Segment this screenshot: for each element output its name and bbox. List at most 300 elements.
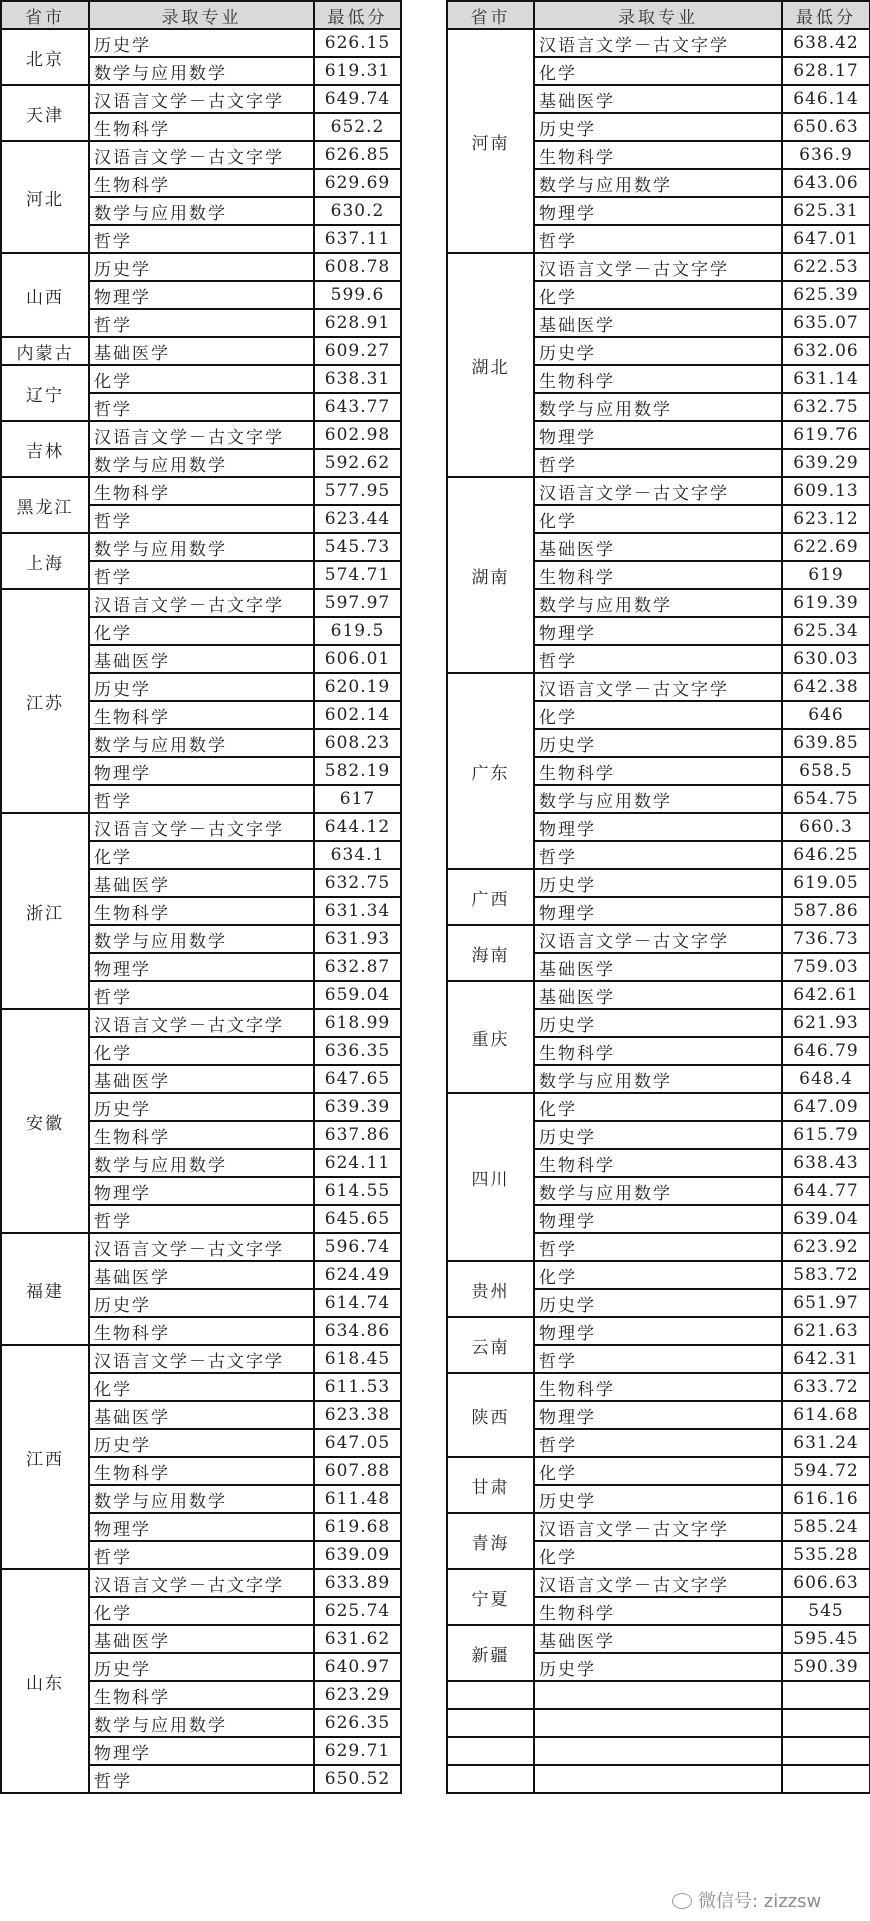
score-cell: 639.04 [782, 1205, 870, 1233]
major-cell: 历史学 [89, 1653, 314, 1681]
major-cell: 数学与应用数学 [89, 925, 314, 953]
score-cell: 607.88 [314, 1457, 401, 1485]
major-cell: 物理学 [89, 1513, 314, 1541]
score-cell: 660.3 [782, 813, 870, 841]
major-cell: 基础医学 [534, 1625, 782, 1653]
major-cell: 生物科学 [534, 561, 782, 589]
major-cell: 历史学 [534, 113, 782, 141]
major-cell: 哲学 [534, 449, 782, 477]
score-cell: 637.11 [314, 225, 401, 253]
major-cell: 基础医学 [89, 645, 314, 673]
score-cell: 608.78 [314, 253, 401, 281]
major-cell: 基础医学 [534, 981, 782, 1009]
table-row [1, 337, 401, 365]
score-cell: 608.23 [314, 729, 401, 757]
score-cell: 632.75 [314, 869, 401, 897]
major-cell: 历史学 [534, 1653, 782, 1681]
score-cell: 642.31 [782, 1345, 870, 1373]
major-cell: 物理学 [534, 1205, 782, 1233]
major-cell: 汉语言文学－古文字学 [89, 421, 314, 449]
major-cell: 基础医学 [89, 1401, 314, 1429]
score-cell: 626.85 [314, 141, 401, 169]
major-cell: 生物科学 [89, 169, 314, 197]
table-row [447, 1261, 870, 1289]
province-cell: 北京 [1, 29, 89, 85]
score-cell: 620.19 [314, 673, 401, 701]
province-cell: 云南 [447, 1317, 534, 1373]
score-cell: 577.95 [314, 477, 401, 505]
province-cell: 湖北 [447, 253, 534, 477]
score-cell: 650.63 [782, 113, 870, 141]
score-cell: 650.52 [314, 1765, 401, 1793]
score-cell: 651.97 [782, 1289, 870, 1317]
major-cell: 基础医学 [89, 337, 314, 365]
major-cell: 历史学 [89, 29, 314, 57]
score-cell: 611.48 [314, 1485, 401, 1513]
major-cell: 汉语言文学－古文字学 [89, 141, 314, 169]
major-cell: 化学 [89, 1037, 314, 1065]
score-cell: 623.29 [314, 1681, 401, 1709]
major-cell: 物理学 [89, 281, 314, 309]
major-cell: 历史学 [534, 729, 782, 757]
province-cell: 上海 [1, 533, 89, 589]
major-cell: 汉语言文学－古文字学 [534, 1569, 782, 1597]
province-cell: 贵州 [447, 1261, 534, 1317]
province-cell: 山东 [1, 1569, 89, 1793]
score-cell: 644.12 [314, 813, 401, 841]
province-cell: 海南 [447, 925, 534, 981]
major-cell: 历史学 [89, 673, 314, 701]
table-row [447, 981, 870, 1009]
major-cell: 哲学 [534, 1429, 782, 1457]
major-cell: 历史学 [534, 1121, 782, 1149]
province-cell: 河南 [447, 29, 534, 253]
table-row [1, 421, 401, 449]
table-row [1, 589, 401, 617]
score-cell: 648.4 [782, 1065, 870, 1093]
province-cell: 河北 [1, 141, 89, 253]
score-cell: 582.19 [314, 757, 401, 785]
major-cell: 化学 [89, 841, 314, 869]
table-row [447, 869, 870, 897]
major-cell: 化学 [89, 365, 314, 393]
empty-cell [447, 1737, 534, 1765]
province-cell: 四川 [447, 1093, 534, 1261]
admission-table-right [446, 0, 870, 1794]
major-cell: 汉语言文学－古文字学 [534, 925, 782, 953]
score-cell: 624.49 [314, 1261, 401, 1289]
table-row [447, 1093, 870, 1121]
major-cell: 生物科学 [534, 141, 782, 169]
major-cell: 数学与应用数学 [89, 533, 314, 561]
major-cell: 数学与应用数学 [534, 1065, 782, 1093]
major-cell: 生物科学 [534, 757, 782, 785]
province-cell: 甘肃 [447, 1457, 534, 1513]
major-cell: 哲学 [89, 561, 314, 589]
major-cell: 哲学 [89, 785, 314, 813]
major-cell: 基础医学 [89, 1261, 314, 1289]
score-cell: 621.93 [782, 1009, 870, 1037]
score-cell: 535.28 [782, 1541, 870, 1569]
major-cell: 哲学 [534, 645, 782, 673]
major-cell: 汉语言文学－古文字学 [89, 1233, 314, 1261]
header-province: 省市 [1, 1, 89, 29]
empty-row [447, 1737, 870, 1765]
major-cell: 物理学 [534, 1401, 782, 1429]
empty-row [447, 1681, 870, 1709]
major-cell: 数学与应用数学 [534, 589, 782, 617]
major-cell: 化学 [534, 1541, 782, 1569]
province-cell: 湖南 [447, 477, 534, 673]
score-cell: 609.27 [314, 337, 401, 365]
table-row [447, 1373, 870, 1401]
major-cell: 历史学 [534, 337, 782, 365]
score-cell: 574.71 [314, 561, 401, 589]
score-cell: 647.05 [314, 1429, 401, 1457]
score-cell: 615.79 [782, 1121, 870, 1149]
watermark [672, 1887, 821, 1913]
score-cell: 625.34 [782, 617, 870, 645]
major-cell: 汉语言文学－古文字学 [89, 85, 314, 113]
major-cell: 物理学 [534, 421, 782, 449]
score-cell: 639.85 [782, 729, 870, 757]
score-cell: 644.77 [782, 1177, 870, 1205]
table-row [1, 533, 401, 561]
score-cell: 625.74 [314, 1597, 401, 1625]
score-cell: 617 [314, 785, 401, 813]
score-cell: 545.73 [314, 533, 401, 561]
major-cell: 生物科学 [89, 1121, 314, 1149]
header-score: 最低分 [314, 1, 401, 29]
table-row [1, 253, 401, 281]
major-cell: 历史学 [89, 1289, 314, 1317]
score-cell: 623.92 [782, 1233, 870, 1261]
score-cell: 619 [782, 561, 870, 589]
table-row [447, 1569, 870, 1597]
empty-cell [534, 1737, 782, 1765]
score-cell: 628.17 [782, 57, 870, 85]
score-cell: 634.86 [314, 1317, 401, 1345]
major-cell: 基础医学 [534, 309, 782, 337]
major-cell: 历史学 [534, 1485, 782, 1513]
empty-cell [447, 1681, 534, 1709]
score-cell: 647.09 [782, 1093, 870, 1121]
score-cell: 631.93 [314, 925, 401, 953]
major-cell: 基础医学 [534, 85, 782, 113]
score-cell: 646.14 [782, 85, 870, 113]
major-cell: 哲学 [534, 841, 782, 869]
major-cell: 生物科学 [534, 365, 782, 393]
score-cell: 659.04 [314, 981, 401, 1009]
table-row [1, 85, 401, 113]
score-cell: 622.53 [782, 253, 870, 281]
province-cell: 吉林 [1, 421, 89, 477]
score-cell: 602.14 [314, 701, 401, 729]
score-cell: 642.38 [782, 673, 870, 701]
major-cell: 物理学 [89, 1177, 314, 1205]
table-row [1, 1569, 401, 1597]
header-province: 省市 [447, 1, 534, 29]
table-row [1, 1233, 401, 1261]
major-cell: 基础医学 [89, 1625, 314, 1653]
score-cell: 631.34 [314, 897, 401, 925]
score-cell: 619.5 [314, 617, 401, 645]
major-cell: 化学 [534, 57, 782, 85]
score-cell: 616.16 [782, 1485, 870, 1513]
major-cell: 物理学 [89, 953, 314, 981]
score-cell: 636.35 [314, 1037, 401, 1065]
score-cell: 634.1 [314, 841, 401, 869]
score-cell: 736.73 [782, 925, 870, 953]
major-cell: 化学 [534, 505, 782, 533]
major-cell: 生物科学 [89, 701, 314, 729]
major-cell: 基础医学 [89, 1065, 314, 1093]
province-cell: 重庆 [447, 981, 534, 1093]
score-cell: 630.03 [782, 645, 870, 673]
major-cell: 哲学 [534, 1345, 782, 1373]
score-cell: 618.45 [314, 1345, 401, 1373]
score-cell: 642.61 [782, 981, 870, 1009]
score-cell: 633.72 [782, 1373, 870, 1401]
table-row [447, 1513, 870, 1541]
table-row [1, 1345, 401, 1373]
score-cell: 614.55 [314, 1177, 401, 1205]
major-cell: 汉语言文学－古文字学 [534, 673, 782, 701]
major-cell: 化学 [89, 617, 314, 645]
major-cell: 汉语言文学－古文字学 [89, 1009, 314, 1037]
major-cell: 历史学 [89, 253, 314, 281]
score-cell: 597.97 [314, 589, 401, 617]
major-cell: 生物科学 [89, 1681, 314, 1709]
score-cell: 649.74 [314, 85, 401, 113]
score-cell: 594.72 [782, 1457, 870, 1485]
major-cell: 数学与应用数学 [89, 1709, 314, 1737]
major-cell: 汉语言文学－古文字学 [89, 813, 314, 841]
score-cell: 647.65 [314, 1065, 401, 1093]
major-cell: 哲学 [89, 981, 314, 1009]
score-cell: 599.6 [314, 281, 401, 309]
major-cell: 汉语言文学－古文字学 [534, 1513, 782, 1541]
score-cell: 622.69 [782, 533, 870, 561]
score-cell: 623.38 [314, 1401, 401, 1429]
major-cell: 物理学 [534, 1317, 782, 1345]
major-cell: 汉语言文学－古文字学 [89, 1569, 314, 1597]
province-cell: 黑龙江 [1, 477, 89, 533]
score-cell: 595.45 [782, 1625, 870, 1653]
score-cell: 639.39 [314, 1093, 401, 1121]
province-cell: 宁夏 [447, 1569, 534, 1625]
empty-cell [447, 1709, 534, 1737]
province-cell: 江苏 [1, 589, 89, 813]
table-row [1, 29, 401, 57]
major-cell: 物理学 [534, 897, 782, 925]
score-cell: 626.15 [314, 29, 401, 57]
province-cell: 浙江 [1, 813, 89, 1009]
score-cell: 619.05 [782, 869, 870, 897]
score-cell: 624.11 [314, 1149, 401, 1177]
major-cell: 生物科学 [534, 1149, 782, 1177]
score-cell: 587.86 [782, 897, 870, 925]
table-row [447, 1625, 870, 1653]
major-cell: 哲学 [89, 309, 314, 337]
major-cell: 物理学 [89, 757, 314, 785]
score-cell: 643.06 [782, 169, 870, 197]
major-cell: 哲学 [89, 505, 314, 533]
score-cell: 759.03 [782, 953, 870, 981]
header-row [447, 1, 870, 29]
table-row [447, 1457, 870, 1485]
table-row [447, 925, 870, 953]
major-cell: 历史学 [534, 1009, 782, 1037]
major-cell: 化学 [89, 1373, 314, 1401]
score-cell: 614.74 [314, 1289, 401, 1317]
empty-cell [782, 1709, 870, 1737]
major-cell: 物理学 [534, 813, 782, 841]
major-cell: 汉语言文学－古文字学 [534, 477, 782, 505]
score-cell: 652.2 [314, 113, 401, 141]
score-cell: 654.75 [782, 785, 870, 813]
table-row [1, 477, 401, 505]
table-row [447, 1317, 870, 1345]
province-cell: 陕西 [447, 1373, 534, 1457]
major-cell: 哲学 [534, 225, 782, 253]
score-cell: 629.69 [314, 169, 401, 197]
major-cell: 生物科学 [89, 897, 314, 925]
header-row [1, 1, 401, 29]
empty-cell [782, 1737, 870, 1765]
score-cell: 611.53 [314, 1373, 401, 1401]
score-cell: 638.42 [782, 29, 870, 57]
table-row [447, 477, 870, 505]
score-cell: 639.29 [782, 449, 870, 477]
major-cell: 数学与应用数学 [534, 393, 782, 421]
major-cell: 物理学 [89, 1737, 314, 1765]
major-cell: 数学与应用数学 [534, 785, 782, 813]
score-cell: 623.44 [314, 505, 401, 533]
major-cell: 哲学 [534, 1233, 782, 1261]
header-major: 录取专业 [89, 1, 314, 29]
score-cell: 596.74 [314, 1233, 401, 1261]
major-cell: 数学与应用数学 [534, 1177, 782, 1205]
score-cell: 606.01 [314, 645, 401, 673]
major-cell: 化学 [534, 281, 782, 309]
score-cell: 630.2 [314, 197, 401, 225]
score-cell: 632.06 [782, 337, 870, 365]
major-cell: 生物科学 [89, 113, 314, 141]
table-row [447, 29, 870, 57]
score-cell: 590.39 [782, 1653, 870, 1681]
score-cell: 602.98 [314, 421, 401, 449]
major-cell: 数学与应用数学 [89, 197, 314, 225]
province-cell: 广东 [447, 673, 534, 869]
major-cell: 化学 [534, 1457, 782, 1485]
major-cell: 哲学 [89, 393, 314, 421]
score-cell: 625.31 [782, 197, 870, 225]
score-cell: 626.35 [314, 1709, 401, 1737]
major-cell: 哲学 [89, 1765, 314, 1793]
major-cell: 物理学 [534, 617, 782, 645]
score-cell: 585.24 [782, 1513, 870, 1541]
score-cell: 632.75 [782, 393, 870, 421]
major-cell: 汉语言文学－古文字学 [534, 29, 782, 57]
score-cell: 629.71 [314, 1737, 401, 1765]
major-cell: 生物科学 [534, 1037, 782, 1065]
table-row [1, 1009, 401, 1037]
score-cell: 632.87 [314, 953, 401, 981]
major-cell: 化学 [534, 1261, 782, 1289]
major-cell: 数学与应用数学 [534, 169, 782, 197]
score-cell: 545 [782, 1597, 870, 1625]
score-cell: 646 [782, 701, 870, 729]
major-cell: 基础医学 [534, 533, 782, 561]
major-cell: 化学 [89, 1597, 314, 1625]
empty-cell [534, 1709, 782, 1737]
table-row [1, 365, 401, 393]
score-cell: 658.5 [782, 757, 870, 785]
score-cell: 638.43 [782, 1149, 870, 1177]
score-cell: 618.99 [314, 1009, 401, 1037]
score-cell: 619.39 [782, 589, 870, 617]
major-cell: 数学与应用数学 [89, 1485, 314, 1513]
score-cell: 633.89 [314, 1569, 401, 1597]
major-cell: 历史学 [534, 1289, 782, 1317]
major-cell: 哲学 [89, 1541, 314, 1569]
major-cell: 哲学 [89, 1205, 314, 1233]
score-cell: 643.77 [314, 393, 401, 421]
score-cell: 647.01 [782, 225, 870, 253]
major-cell: 生物科学 [89, 1457, 314, 1485]
score-cell: 614.68 [782, 1401, 870, 1429]
province-cell: 安徽 [1, 1009, 89, 1233]
score-cell: 640.97 [314, 1653, 401, 1681]
score-cell: 646.79 [782, 1037, 870, 1065]
score-cell: 631.62 [314, 1625, 401, 1653]
major-cell: 汉语言文学－古文字学 [89, 1345, 314, 1373]
province-cell: 福建 [1, 1233, 89, 1345]
major-cell: 历史学 [89, 1093, 314, 1121]
province-cell: 辽宁 [1, 365, 89, 421]
province-cell: 天津 [1, 85, 89, 141]
score-cell: 623.12 [782, 505, 870, 533]
score-cell: 636.9 [782, 141, 870, 169]
major-cell: 生物科学 [89, 1317, 314, 1345]
major-cell: 哲学 [89, 225, 314, 253]
major-cell: 生物科学 [89, 477, 314, 505]
score-cell: 606.63 [782, 1569, 870, 1597]
score-cell: 638.31 [314, 365, 401, 393]
score-cell: 628.91 [314, 309, 401, 337]
score-cell: 635.07 [782, 309, 870, 337]
major-cell: 汉语言文学－古文字学 [89, 589, 314, 617]
score-cell: 631.24 [782, 1429, 870, 1457]
major-cell: 历史学 [534, 869, 782, 897]
major-cell: 生物科学 [534, 1373, 782, 1401]
empty-row [447, 1765, 870, 1793]
score-cell: 645.65 [314, 1205, 401, 1233]
empty-cell [447, 1765, 534, 1793]
score-cell: 583.72 [782, 1261, 870, 1289]
score-cell: 592.62 [314, 449, 401, 477]
empty-cell [534, 1681, 782, 1709]
province-cell: 新疆 [447, 1625, 534, 1681]
major-cell: 数学与应用数学 [89, 729, 314, 757]
province-cell: 山西 [1, 253, 89, 337]
province-cell: 广西 [447, 869, 534, 925]
major-cell: 数学与应用数学 [89, 57, 314, 85]
score-cell: 621.63 [782, 1317, 870, 1345]
score-cell: 619.31 [314, 57, 401, 85]
empty-cell [534, 1765, 782, 1793]
